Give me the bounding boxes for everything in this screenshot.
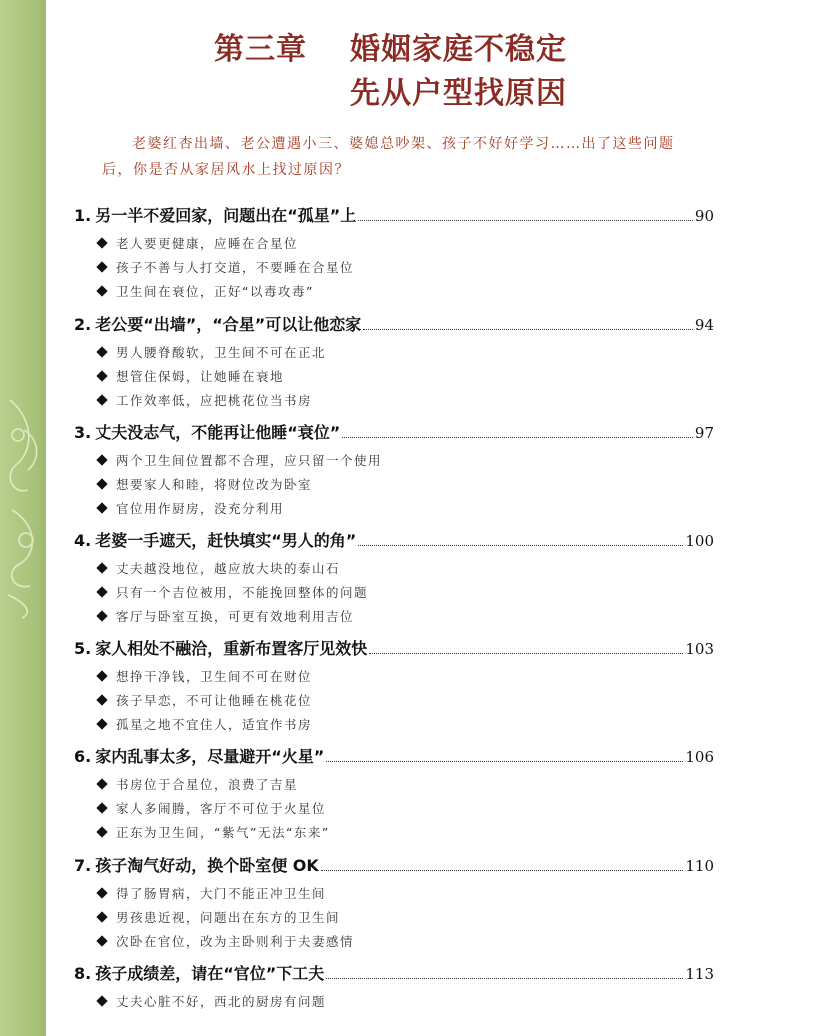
toc-subitem: [74, 472, 714, 496]
toc-subitem-text: 丈夫越没地位，越应放大块的泰山石: [116, 561, 341, 576]
diamond-bullet-icon: [96, 826, 107, 837]
toc-entry[interactable]: [74, 853, 714, 881]
toc-page-number: 103: [685, 640, 714, 658]
toc-page-number: 97: [694, 424, 714, 442]
toc-subitem-text: 工作效率低，应把桃花位当书房: [116, 393, 313, 408]
toc-entry-number: 2.: [74, 315, 92, 334]
diamond-bullet-icon: [96, 718, 107, 729]
toc-entry[interactable]: [74, 312, 714, 340]
dot-leader: [342, 436, 693, 438]
dot-leader: [363, 328, 693, 330]
toc-subitem-text: 得了肠胃病，大门不能正冲卫生间: [116, 886, 327, 901]
toc-subitem: [74, 231, 714, 255]
chapter-title: [214, 28, 567, 116]
diamond-bullet-icon: [96, 995, 107, 1006]
toc-entry-title: 孩子成绩差，请在“官位”下工夫: [95, 964, 325, 983]
toc-subitem: [74, 340, 714, 364]
diamond-bullet-icon: [96, 887, 107, 898]
toc-subitem: [74, 556, 714, 580]
diamond-bullet-icon: [96, 802, 107, 813]
toc-subitem-text: 想挣干净钱，卫生间不可在财位: [116, 669, 313, 684]
toc-subitem-text: 孤星之地不宜住人，适宜作书房: [116, 717, 313, 732]
toc-subitem-text: 男孩患近视，问题出在东方的卫生间: [116, 910, 341, 925]
toc-subitem: [74, 279, 714, 303]
toc-subitem-text: 家人多闹腾，客厅不可位于火星位: [116, 801, 327, 816]
toc-entry-number: 7.: [74, 856, 92, 875]
toc-entry-title: 孩子淘气好动，换个卧室便 OK: [95, 856, 319, 875]
toc-page-number: 100: [685, 532, 714, 550]
toc-entry-title: 家内乱事太多，尽量避开“火星”: [95, 747, 325, 766]
diamond-bullet-icon: [96, 237, 107, 248]
diamond-bullet-icon: [96, 454, 107, 465]
toc-entry-title: 家人相处不融洽，重新布置客厅见效快: [95, 639, 368, 658]
toc-page-number: 94: [694, 316, 714, 334]
toc-subitem: [74, 496, 714, 520]
toc-subitem-text: 男人腰脊酸软，卫生间不可在正北: [116, 345, 327, 360]
toc-subitem-text: 孩子不善与人打交道，不要睡在合星位: [116, 260, 355, 275]
toc-subitem: [74, 905, 714, 929]
toc-subitem-text: 书房位于合星位，浪费了吉星: [116, 777, 299, 792]
dot-leader: [369, 652, 683, 654]
dot-leader: [326, 977, 683, 979]
toc-entry-number: 5.: [74, 639, 92, 658]
toc-section: [74, 744, 714, 844]
chapter-intro: 老婆红杏出墙、老公遭遇小三、婆媳总吵架、孩子不好好学习……出了这些问题后，你是否从家居风水上找过原因？: [102, 136, 675, 178]
toc-subitem: [74, 796, 714, 820]
dot-leader: [358, 219, 693, 221]
diamond-bullet-icon: [96, 285, 107, 296]
toc-subitem-text: 正东为卫生间，“紫气”无法“东来”: [116, 825, 330, 840]
toc-subitem: [74, 929, 714, 953]
toc-section: [74, 853, 714, 953]
toc-entry-number: 3.: [74, 423, 92, 442]
diamond-bullet-icon: [96, 562, 107, 573]
diamond-bullet-icon: [96, 610, 107, 621]
dot-leader: [326, 760, 683, 762]
toc-entry-number: 1.: [74, 206, 92, 225]
toc-subitem: [74, 364, 714, 388]
toc-subitem: [74, 989, 714, 1013]
chapter-title-line1: 婚姻家庭不稳定: [350, 32, 567, 67]
toc-subitem-text: 官位用作厨房，没充分利用: [116, 501, 285, 516]
toc-section: [74, 312, 714, 412]
toc-entry[interactable]: [74, 744, 714, 772]
toc-entry-number: 4.: [74, 531, 92, 550]
toc-page-number: 113: [685, 965, 714, 983]
toc-subitem: [74, 688, 714, 712]
toc-page-number: 106: [685, 748, 714, 766]
toc-section: [74, 203, 714, 303]
toc-subitem-text: 想管住保姆，让她睡在衰地: [116, 369, 285, 384]
toc-entry[interactable]: [74, 961, 714, 989]
toc-subitem-text: 只有一个吉位被用，不能挽回整体的问题: [116, 585, 369, 600]
diamond-bullet-icon: [96, 586, 107, 597]
toc-subitem-text: 想要家人和睦，将财位改为卧室: [116, 477, 313, 492]
dot-leader: [358, 544, 683, 546]
dot-leader: [321, 869, 684, 871]
toc-subitem-text: 两个卫生间位置都不合理，应只留一个使用: [116, 453, 383, 468]
diamond-bullet-icon: [96, 370, 107, 381]
chapter-title-line2: 先从户型找原因: [350, 76, 567, 111]
diamond-bullet-icon: [96, 261, 107, 272]
toc-entry-title: 老婆一手遮天，赶快填实“男人的角”: [95, 531, 357, 550]
toc-section: [74, 636, 714, 736]
toc-subitem: [74, 255, 714, 279]
toc-entry-title: 另一半不爱回家，问题出在“孤星”上: [95, 206, 357, 225]
toc-entry-number: 8.: [74, 964, 92, 983]
toc-page-number: 110: [685, 857, 714, 875]
toc-entry[interactable]: [74, 203, 714, 231]
toc-entry-title: 丈夫没志气，不能再让他睡“衰位”: [95, 423, 341, 442]
diamond-bullet-icon: [96, 911, 107, 922]
chapter-label: 第三章: [214, 32, 307, 67]
diamond-bullet-icon: [96, 502, 107, 513]
toc-subitem-text: 客厅与卧室互换，可更有效地利用吉位: [116, 609, 355, 624]
toc-section: [74, 961, 714, 1013]
toc-subitem: [74, 448, 714, 472]
toc-entry[interactable]: [74, 420, 714, 448]
toc-subitem-text: 孩子早恋，不可让他睡在桃花位: [116, 693, 313, 708]
toc-subitem: [74, 820, 714, 844]
toc-entry-number: 6.: [74, 747, 92, 766]
toc-subitem: [74, 580, 714, 604]
diamond-bullet-icon: [96, 694, 107, 705]
diamond-bullet-icon: [96, 935, 107, 946]
diamond-bullet-icon: [96, 778, 107, 789]
diamond-bullet-icon: [96, 346, 107, 357]
toc-section: [74, 420, 714, 520]
toc-entry[interactable]: [74, 636, 714, 664]
toc-section: [74, 528, 714, 628]
diamond-bullet-icon: [96, 670, 107, 681]
toc-page-number: 90: [694, 207, 714, 225]
decorative-side-band: [0, 0, 46, 1036]
toc-subitem: [74, 712, 714, 736]
toc-entry-title: 老公要“出墙”，“合星”可以让他恋家: [95, 315, 362, 334]
diamond-bullet-icon: [96, 478, 107, 489]
toc-entry[interactable]: [74, 528, 714, 556]
floral-ornament-icon: [4, 390, 44, 620]
toc-subitem-text: 次卧在官位，改为主卧则利于夫妻感情: [116, 934, 355, 949]
toc-subitem-text: 卫生间在衰位，正好“以毒攻毒”: [116, 284, 314, 299]
toc-subitem: [74, 881, 714, 905]
toc-subitem: [74, 388, 714, 412]
toc-subitem-text: 老人要更健康，应睡在合星位: [116, 236, 299, 251]
toc-subitem: [74, 604, 714, 628]
toc-subitem-text: 丈夫心脏不好，西北的厨房有问题: [116, 994, 327, 1009]
toc-subitem: [74, 772, 714, 796]
diamond-bullet-icon: [96, 394, 107, 405]
toc-subitem: [74, 664, 714, 688]
